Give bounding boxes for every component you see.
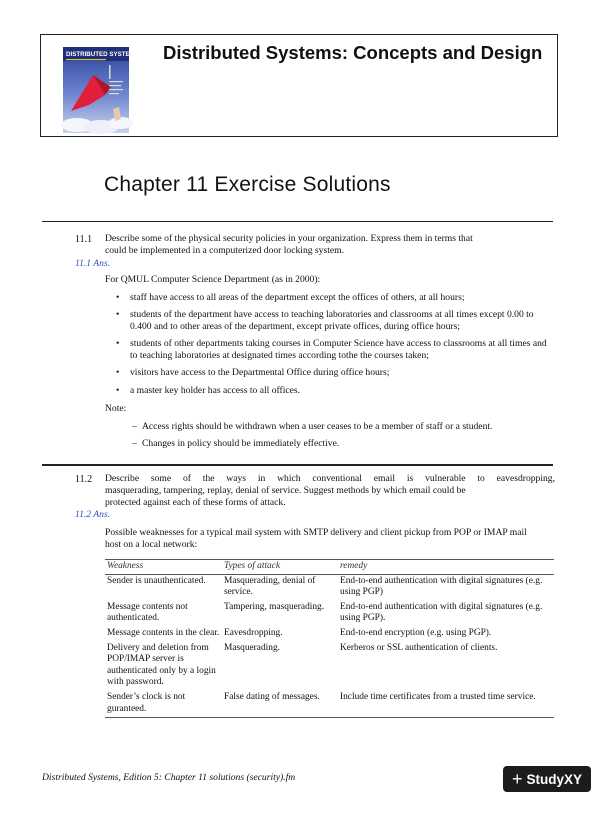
table-cell: End-to-end authentication with digital signatures (e.g. using PGP). [340, 601, 543, 624]
question-text-line: Describe some of the ways in which conventional email is vulnerable to eavesdropping, [105, 473, 555, 484]
answer-intro: Possible weaknesses for a typical mail system with SMTP delivery and client pickup from POP or IMAP mail [105, 527, 527, 538]
dash-marker: – [132, 438, 137, 449]
plus-icon: + [511, 769, 523, 789]
book-title: Distributed Systems: Concepts and Design [163, 42, 543, 63]
table-cell: Sender’s clock is not guranteed. [105, 691, 222, 718]
book-cover-image [63, 47, 139, 133]
logo-text: StudyXY [526, 771, 583, 787]
weakness-table [105, 559, 554, 718]
table-cell: Sender is unauthenticated. [107, 575, 206, 586]
table-row [105, 642, 554, 691]
bullet-text: a master key holder has access to all offices. [130, 385, 301, 396]
table-header-row [105, 560, 554, 575]
bullet-text: students of other departments taking courses in Computer Science have access to classrooms at all times and to teaching laboratories at designated times according tothe the courses taken; [130, 338, 547, 362]
answer-label: 11.1 Ans. [75, 258, 111, 269]
footer-text: Distributed Systems, Edition 5: Chapter 11 solutions (security).fm [42, 772, 296, 783]
table-cell: Masquerading. [224, 642, 280, 653]
table-cell: Eavesdropping. [224, 627, 283, 638]
divider [42, 221, 553, 222]
note-text: Access rights should be withdrawn when a user ceases to be a member of staff or a student. [142, 421, 493, 432]
bullet-marker: • [116, 309, 120, 320]
table-cell: End-to-end encryption (e.g. using PGP). [340, 627, 492, 638]
table-cell: Masquerading, denial of service. [224, 575, 316, 598]
table-cell: Message contents in the clear. [107, 627, 220, 638]
column-header: Weakness [105, 560, 222, 575]
table-cell: Tampering, masquerading. [224, 601, 325, 612]
table-cell: End-to-end authentication with digital signatures (e.g. using PGP) [340, 575, 543, 598]
bullet-marker: • [116, 385, 120, 396]
note-label: Note: [105, 403, 127, 414]
table-cell: Message contents not authenticated. [107, 601, 188, 624]
table-cell: Delivery and deletion from POP/IMAP server is authenticated only by a login with password. [107, 642, 216, 688]
bullet-marker: • [116, 338, 120, 349]
question-text-line: could be implemented in a computerized door locking system. [105, 245, 344, 256]
table-cell: False dating of messages. [222, 691, 338, 718]
bullet-text: students of the department have access to teaching laboratories and classrooms at all times except 0.00 to 0.400 and to other areas of the department, except private offices, during office hours; [130, 309, 534, 333]
divider [42, 464, 553, 466]
answer-intro: For QMUL Computer Science Department (as in 2000): [105, 274, 321, 285]
chapter-title: Chapter 11 Exercise Solutions [104, 173, 391, 196]
table-row [105, 691, 554, 718]
question-number: 11.1 [75, 234, 93, 245]
table-cell: Kerberos or SSL authentication of clients. [340, 642, 498, 653]
column-header: remedy [338, 560, 554, 575]
question-number: 11.2 [75, 474, 93, 485]
bullet-marker: • [116, 367, 120, 378]
dash-marker: – [132, 421, 137, 432]
column-header: Types of attack [222, 560, 338, 575]
bullet-text: staff have access to all areas of the department except the offices of others, at all hours; [130, 292, 465, 303]
bullet-marker: • [116, 292, 120, 303]
table-row [105, 601, 554, 627]
answer-intro: host on a local network: [105, 539, 198, 550]
studyxy-logo [503, 766, 591, 792]
question-text-line: masquerading, tampering, replay, denial of service. Suggest methods by which email could be [105, 485, 466, 496]
note-text: Changes in policy should be immediately effective. [142, 438, 340, 449]
question-text-line: protected against each of these forms of attack. [105, 497, 286, 508]
cover-title-text: DISTRIBUTED SYSTEMS [66, 51, 139, 58]
question-text-line: Describe some of the physical security policies in your organization. Express them in terms that [105, 233, 473, 244]
answer-label: 11.2 Ans. [75, 509, 111, 520]
table-row [105, 627, 554, 642]
table-row [105, 574, 554, 601]
bullet-text: visitors have access to the Departmental Office during office hours; [130, 367, 390, 378]
table-cell: Include time certificates from a trusted time service. [338, 691, 554, 718]
